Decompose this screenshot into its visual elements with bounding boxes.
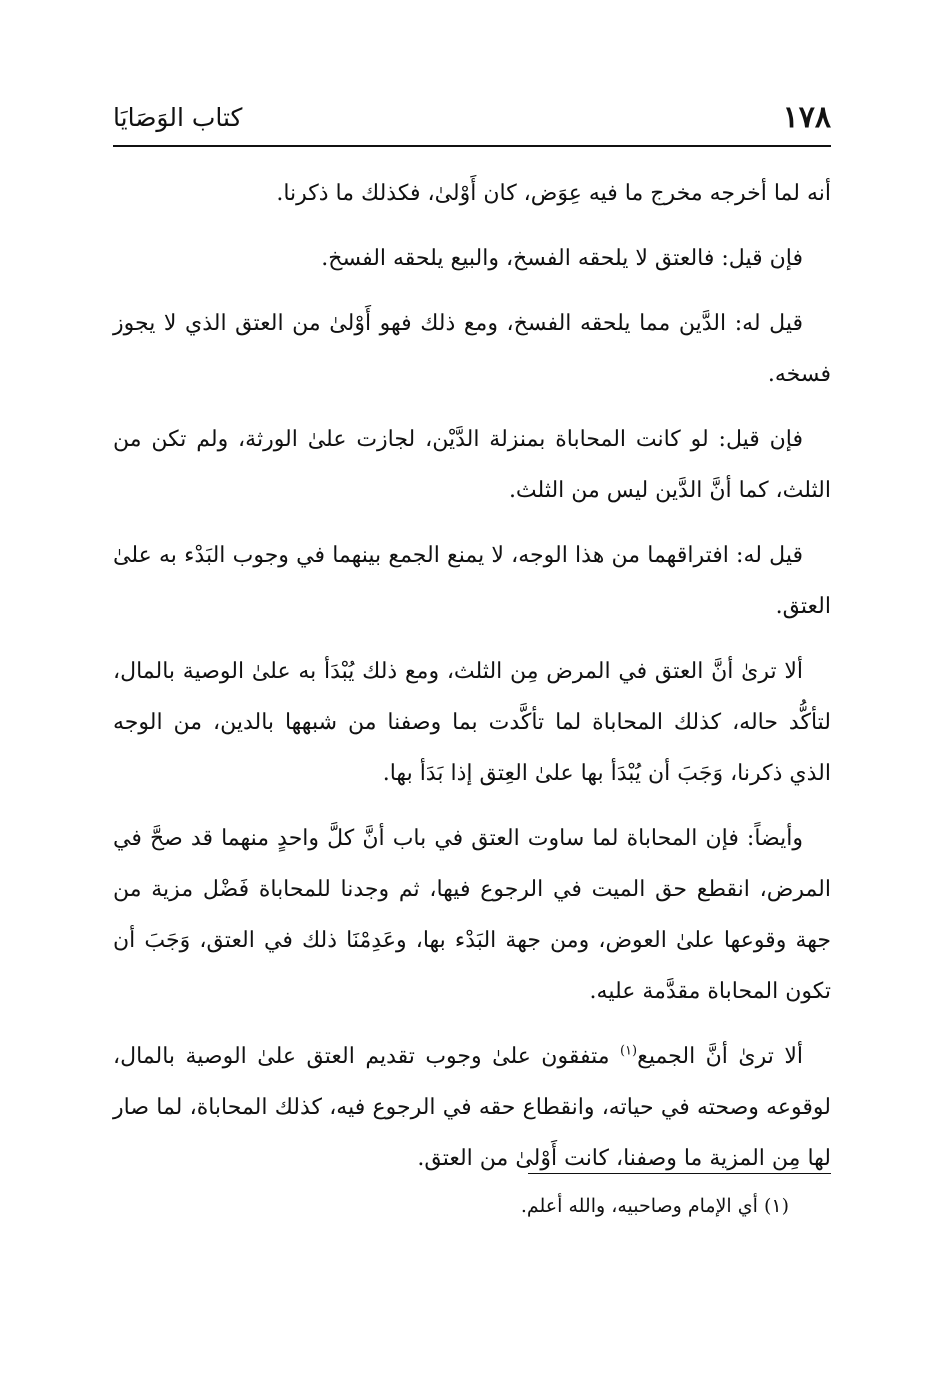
paragraph: وأيضاً: فإن المحاباة لما ساوت العتق في باب أنَّ كلَّ واحدٍ منهما قد صحَّ في المرض، انقطع حق الميت في الرجوع فيها، ثم وجدنا للمحاباة فَضْل مزية من جهة وقوعها علىٰ العوض، ومن جهة البَدْء بها، وعَدِمْنَا ذلك في العتق، وَجَبَ أن تكون المحاباة مقدَّمة عليه. bbox=[113, 826, 831, 1004]
footnote: (١) أي الإمام وصاحبيه، والله أعلم. bbox=[520, 1195, 789, 1217]
footnote-marker[interactable]: (١) bbox=[619, 1043, 638, 1059]
paragraph: أنه لما أخرجه مخرج ما فيه عِوَض، كان أَوْلىٰ، فكذلك ما ذكرنا. bbox=[276, 181, 831, 206]
footnote-rule bbox=[528, 1173, 831, 1174]
paragraph bbox=[113, 1031, 831, 1184]
paragraph-text: متفقون علىٰ وجوب تقديم العتق علىٰ الوصية بالمال، لوقوعه وصحته في حياته، وانقطاع حقه في الرجوع فيه، كذلك المحاباة، لما صار لها مِن المزية ما وصفنا، كانت أَوْلىٰ من العتق. bbox=[113, 1044, 831, 1171]
running-title: كتاب الوَصَايَا bbox=[113, 103, 243, 132]
paragraph: فإن قيل: فالعتق لا يلحقه الفسخ، والبيع يلحقه الفسخ. bbox=[321, 246, 803, 271]
paragraph-text: ألا ترىٰ أنَّ الجميع bbox=[637, 1044, 803, 1069]
header-rule bbox=[113, 145, 831, 147]
page-header bbox=[113, 96, 831, 144]
main-text bbox=[113, 168, 831, 1198]
page-number: ١٧٨ bbox=[782, 100, 831, 135]
paragraph: قيل له: الدَّين مما يلحقه الفسخ، ومع ذلك فهو أَوْلىٰ من العتق الذي لا يجوز فسخه. bbox=[113, 311, 831, 387]
paragraph: قيل له: افتراقهما من هذا الوجه، لا يمنع الجمع بينهما في وجوب البَدْء به علىٰ العتق. bbox=[113, 543, 831, 619]
paragraph: فإن قيل: لو كانت المحاباة بمنزلة الدَّيْن، لجازت علىٰ الورثة، ولم تكن من الثلث، كما أنَّ الدَّين ليس من الثلث. bbox=[113, 427, 831, 503]
paragraph: ألا ترىٰ أنَّ العتق في المرض مِن الثلث، ومع ذلك يُبْدَأ به علىٰ الوصية بالمال، لتأكُّد حاله، كذلك المحاباة لما تأكَّدت بما وصفنا من شبهها بالدين، من الوجه الذي ذكرنا، وَجَبَ أن يُبْدَأ بها علىٰ العِتق إذا بَدَأ بها. bbox=[113, 659, 831, 786]
